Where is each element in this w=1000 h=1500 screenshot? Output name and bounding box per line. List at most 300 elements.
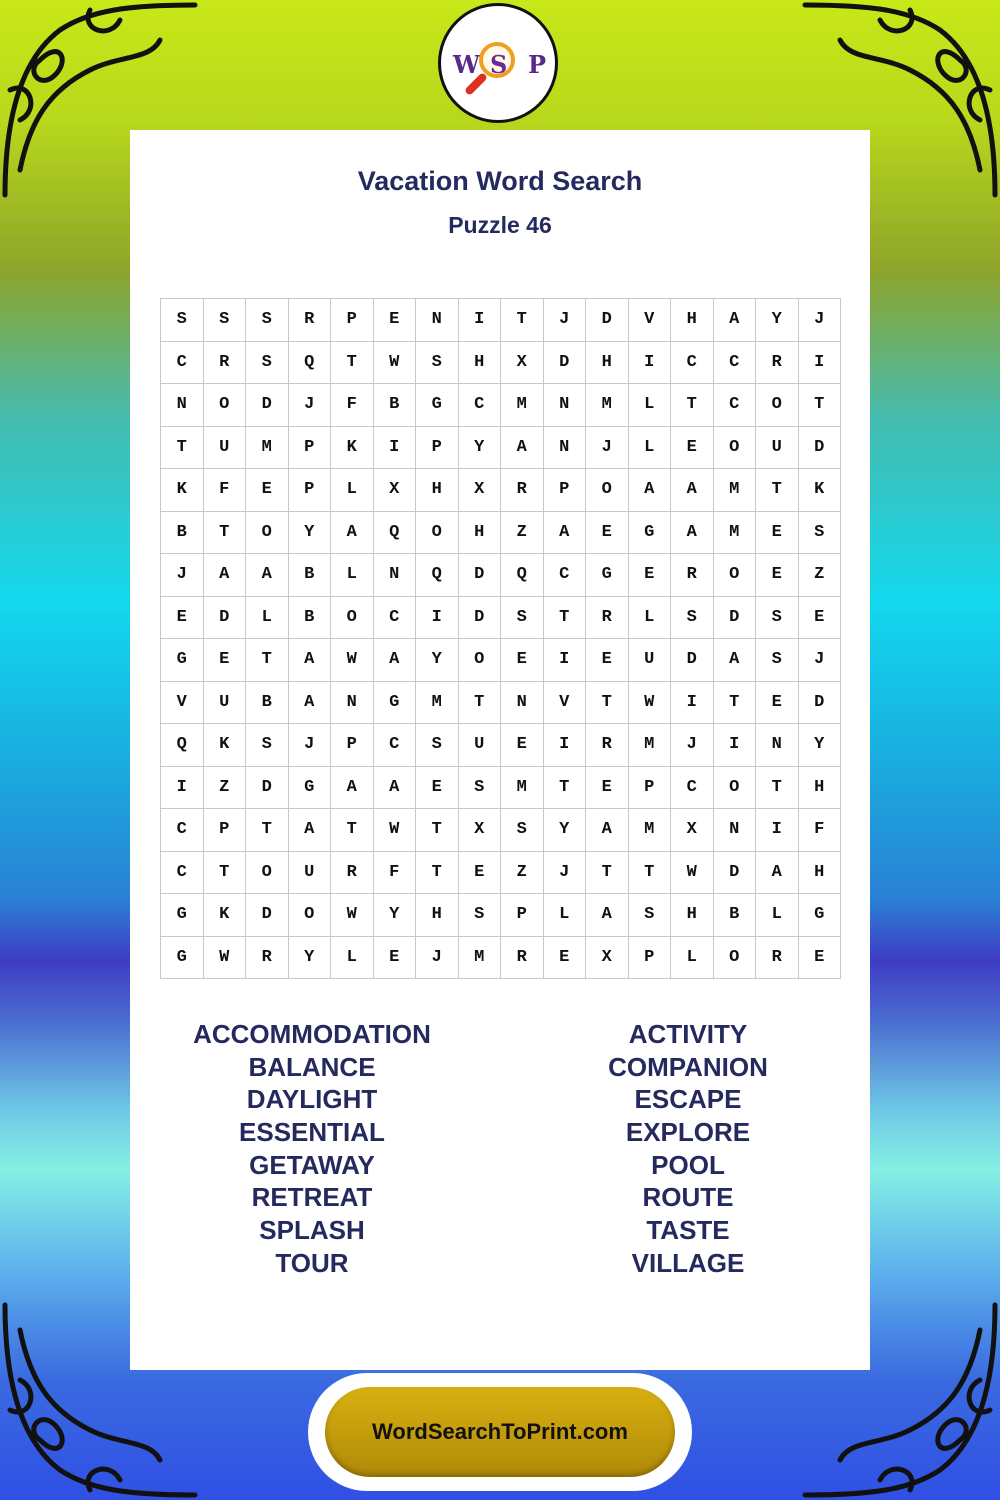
grid-cell[interactable]: Z [798,554,841,597]
grid-cell[interactable]: M [458,936,501,979]
page-title: Vacation Word Search [357,166,643,196]
grid-cell[interactable]: Y [756,299,799,342]
grid-cell[interactable]: L [331,936,374,979]
grid-cell[interactable]: O [458,639,501,682]
grid-cell[interactable]: W [628,681,671,724]
grid-cell[interactable]: H [671,299,714,342]
grid-cell[interactable]: I [671,681,714,724]
grid-cell[interactable]: W [203,936,246,979]
grid-cell[interactable]: O [331,596,374,639]
footer-pill [308,1373,692,1491]
grid-cell[interactable]: M [713,511,756,554]
website-link-button[interactable]: WordSearchToPrint.com [325,1387,675,1477]
grid-cell[interactable]: E [501,639,544,682]
grid-cell[interactable]: R [756,341,799,384]
grid-cell[interactable]: A [288,639,331,682]
grid-cell[interactable]: T [628,851,671,894]
grid-cell[interactable]: H [586,341,629,384]
grid-cell[interactable]: M [628,724,671,767]
grid-cell[interactable]: H [458,511,501,554]
grid-cell[interactable]: S [416,724,459,767]
grid-cell[interactable]: G [373,681,416,724]
word-list-item: DAYLIGHT [246,1084,378,1115]
grid-cell[interactable]: A [671,469,714,512]
grid-cell[interactable]: E [756,554,799,597]
grid-cell[interactable]: K [331,426,374,469]
grid-cell[interactable]: T [416,809,459,852]
grid-cell[interactable]: E [756,511,799,554]
grid-cell[interactable]: S [756,639,799,682]
grid-cell[interactable]: D [246,384,289,427]
grid-cell[interactable]: A [713,299,756,342]
grid-cell[interactable]: N [416,299,459,342]
grid-cell[interactable]: V [628,299,671,342]
grid-cell[interactable]: S [628,894,671,937]
grid-cell[interactable]: J [543,851,586,894]
word-list-item: RETREAT [251,1182,373,1213]
grid-cell[interactable]: M [501,766,544,809]
grid-cell[interactable]: R [288,299,331,342]
grid-cell[interactable]: E [798,596,841,639]
word-list-item: COMPANION [608,1051,768,1082]
grid-cell[interactable]: I [543,724,586,767]
grid-cell[interactable]: S [501,596,544,639]
grid-cell[interactable]: H [458,341,501,384]
grid-cell[interactable]: J [288,384,331,427]
word-list-item: TASTE [646,1215,730,1246]
grid-cell[interactable]: L [671,936,714,979]
grid-cell[interactable]: R [331,851,374,894]
grid-cell[interactable]: J [416,936,459,979]
grid-cell[interactable]: M [416,681,459,724]
grid-cell[interactable]: Q [501,554,544,597]
grid-cell[interactable]: T [246,809,289,852]
grid-row [161,426,841,469]
grid-cell[interactable]: V [543,681,586,724]
grid-cell[interactable]: A [373,766,416,809]
grid-cell[interactable]: O [713,426,756,469]
grid-cell[interactable]: I [458,299,501,342]
grid-row [161,554,841,597]
grid-cell[interactable]: T [713,681,756,724]
grid-cell[interactable]: P [628,936,671,979]
grid-cell[interactable]: T [501,299,544,342]
grid-cell[interactable]: U [628,639,671,682]
grid-row [161,766,841,809]
grid-cell[interactable]: T [331,341,374,384]
grid-cell[interactable]: O [288,894,331,937]
grid-cell[interactable]: Y [543,809,586,852]
grid-cell[interactable]: D [203,596,246,639]
grid-cell[interactable]: T [671,384,714,427]
grid-cell[interactable]: E [798,936,841,979]
grid-cell[interactable]: K [203,894,246,937]
grid-cell[interactable]: C [161,341,204,384]
grid-cell[interactable]: X [458,469,501,512]
grid-cell[interactable]: A [203,554,246,597]
grid-cell[interactable]: F [798,809,841,852]
grid-cell[interactable]: L [543,894,586,937]
grid-cell[interactable]: G [628,511,671,554]
grid-cell[interactable]: E [756,681,799,724]
grid-cell[interactable]: B [288,596,331,639]
grid-cell[interactable]: S [756,596,799,639]
grid-cell[interactable]: W [373,341,416,384]
grid-cell[interactable]: G [586,554,629,597]
grid-cell[interactable]: A [756,851,799,894]
grid-cell[interactable]: E [671,426,714,469]
grid-cell[interactable]: T [161,426,204,469]
grid-cell[interactable]: E [373,299,416,342]
grid-cell[interactable]: D [798,681,841,724]
grid-cell[interactable]: I [713,724,756,767]
grid-cell[interactable]: P [501,894,544,937]
grid-cell[interactable]: Q [288,341,331,384]
grid-cell[interactable]: K [203,724,246,767]
grid-row [161,724,841,767]
grid-cell[interactable]: T [586,681,629,724]
grid-cell[interactable]: S [798,511,841,554]
grid-cell[interactable]: V [161,681,204,724]
grid-cell[interactable]: N [331,681,374,724]
grid-cell[interactable]: W [331,894,374,937]
grid-cell[interactable]: U [756,426,799,469]
grid-cell[interactable]: T [203,851,246,894]
grid-cell[interactable]: G [288,766,331,809]
grid-cell[interactable]: L [628,384,671,427]
grid-cell[interactable]: R [501,469,544,512]
grid-row [161,894,841,937]
grid-cell[interactable]: M [246,426,289,469]
grid-cell[interactable]: T [586,851,629,894]
word-list-left [152,1018,472,1280]
grid-cell[interactable]: W [373,809,416,852]
grid-cell[interactable]: T [416,851,459,894]
grid-cell[interactable]: U [203,681,246,724]
grid-cell[interactable]: S [246,341,289,384]
logo-letter-w: W [453,50,480,79]
grid-cell[interactable]: J [798,299,841,342]
grid-row [161,809,841,852]
grid-row [161,936,841,979]
grid-row [161,639,841,682]
grid-cell[interactable]: Q [373,511,416,554]
grid-cell[interactable]: A [331,511,374,554]
grid-cell[interactable]: P [543,469,586,512]
grid-cell[interactable]: L [331,469,374,512]
grid-cell[interactable]: E [586,511,629,554]
grid-cell[interactable]: A [713,639,756,682]
grid-cell[interactable]: T [458,681,501,724]
grid-cell[interactable]: F [373,851,416,894]
grid-cell[interactable]: C [713,341,756,384]
grid-row [161,851,841,894]
grid-cell[interactable]: K [798,469,841,512]
grid-cell[interactable]: F [203,469,246,512]
grid-cell[interactable]: M [501,384,544,427]
grid-cell[interactable]: P [288,469,331,512]
grid-cell[interactable]: J [586,426,629,469]
grid-cell[interactable]: S [416,341,459,384]
grid-cell[interactable]: L [756,894,799,937]
grid-cell[interactable]: Y [798,724,841,767]
grid-cell[interactable]: E [416,766,459,809]
grid-cell[interactable]: T [756,469,799,512]
grid-cell[interactable]: M [586,384,629,427]
grid-cell[interactable]: C [161,851,204,894]
grid-cell[interactable]: S [246,724,289,767]
grid-cell[interactable]: X [458,809,501,852]
logo-letter-p: P [528,50,547,79]
grid-cell[interactable]: E [543,936,586,979]
grid-cell[interactable]: Z [501,511,544,554]
grid-cell[interactable]: J [288,724,331,767]
grid-cell[interactable]: A [288,809,331,852]
grid-cell[interactable]: I [543,639,586,682]
grid-cell[interactable]: O [586,469,629,512]
grid-cell[interactable]: S [671,596,714,639]
grid-cell[interactable]: R [586,596,629,639]
grid-cell[interactable]: E [501,724,544,767]
grid-cell[interactable]: Q [161,724,204,767]
grid-cell[interactable]: O [246,851,289,894]
grid-cell[interactable]: K [161,469,204,512]
grid-cell[interactable]: E [246,469,289,512]
grid-cell[interactable]: T [203,511,246,554]
puzzle-panel [130,130,870,1370]
grid-cell[interactable]: N [543,426,586,469]
grid-cell[interactable]: N [543,384,586,427]
grid-cell[interactable]: R [246,936,289,979]
grid-cell[interactable]: U [458,724,501,767]
grid-cell[interactable]: W [671,851,714,894]
grid-cell[interactable]: C [713,384,756,427]
word-list-right [528,1018,848,1280]
grid-cell[interactable]: B [288,554,331,597]
grid-cell[interactable]: N [713,809,756,852]
grid-cell[interactable]: Y [288,511,331,554]
grid-cell[interactable]: O [713,766,756,809]
grid-cell[interactable]: Q [416,554,459,597]
grid-cell[interactable]: W [331,639,374,682]
word-list-item: ESSENTIAL [239,1117,385,1148]
grid-cell[interactable]: O [203,384,246,427]
grid-cell[interactable]: J [671,724,714,767]
grid-cell[interactable]: C [671,766,714,809]
grid-cell[interactable]: E [586,766,629,809]
word-list-item: BALANCE [248,1051,376,1082]
grid-cell[interactable]: A [586,894,629,937]
grid-cell[interactable]: Z [203,766,246,809]
grid-row [161,469,841,512]
grid-cell[interactable]: I [161,766,204,809]
word-list-item: TOUR [275,1247,349,1278]
grid-cell[interactable]: O [756,384,799,427]
grid-cell[interactable]: M [628,809,671,852]
grid-cell[interactable]: R [756,936,799,979]
grid-cell[interactable]: T [543,596,586,639]
grid-cell[interactable]: D [246,766,289,809]
grid-cell[interactable]: E [203,639,246,682]
grid-cell[interactable]: L [246,596,289,639]
wsp-logo[interactable] [438,3,558,123]
grid-cell[interactable]: E [373,936,416,979]
grid-cell[interactable]: B [373,384,416,427]
grid-cell[interactable]: S [501,809,544,852]
grid-cell[interactable]: B [246,681,289,724]
grid-cell[interactable]: L [628,596,671,639]
grid-cell[interactable]: T [331,809,374,852]
grid-cell[interactable]: A [671,511,714,554]
grid-cell[interactable]: A [331,766,374,809]
grid-cell[interactable]: C [671,341,714,384]
grid-cell[interactable]: U [288,851,331,894]
grid-cell[interactable]: S [203,299,246,342]
word-list-item: ACTIVITY [628,1019,748,1049]
grid-cell[interactable]: J [543,299,586,342]
word-search-grid[interactable] [160,298,841,979]
grid-cell[interactable]: U [203,426,246,469]
grid-cell[interactable]: D [246,894,289,937]
grid-cell[interactable]: G [161,936,204,979]
grid-cell[interactable]: D [798,426,841,469]
grid-cell[interactable]: C [373,724,416,767]
grid-cell[interactable]: Z [501,851,544,894]
grid-cell[interactable]: G [416,384,459,427]
word-list-item: ROUTE [642,1182,734,1213]
grid-cell[interactable]: N [756,724,799,767]
grid-cell[interactable]: G [161,894,204,937]
grid-cell[interactable]: X [671,809,714,852]
grid-cell[interactable]: S [458,766,501,809]
grid-cell[interactable]: M [713,469,756,512]
grid-cell[interactable]: D [713,596,756,639]
grid-cell[interactable]: B [713,894,756,937]
grid-cell[interactable]: N [373,554,416,597]
grid-cell[interactable]: A [246,554,289,597]
grid-cell[interactable]: S [161,299,204,342]
grid-cell[interactable]: C [161,809,204,852]
grid-cell[interactable]: I [756,809,799,852]
grid-cell[interactable]: X [586,936,629,979]
grid-cell[interactable]: R [501,936,544,979]
grid-cell[interactable]: A [288,681,331,724]
grid-cell[interactable]: A [373,639,416,682]
grid-cell[interactable]: T [543,766,586,809]
grid-cell[interactable]: D [713,851,756,894]
grid-cell[interactable]: P [416,426,459,469]
word-list-item: ACCOMMODATION [193,1019,431,1049]
grid-cell[interactable]: Y [416,639,459,682]
grid-cell[interactable]: P [288,426,331,469]
grid-cell[interactable]: D [458,554,501,597]
grid-cell[interactable]: R [203,341,246,384]
grid-cell[interactable]: L [628,426,671,469]
grid-cell[interactable]: A [586,809,629,852]
grid-cell[interactable]: O [246,511,289,554]
grid-row [161,596,841,639]
grid-cell[interactable]: H [798,851,841,894]
word-list-item: EXPLORE [625,1117,751,1148]
grid-cell[interactable]: I [628,341,671,384]
grid-cell[interactable]: X [501,341,544,384]
grid-cell[interactable]: I [798,341,841,384]
logo-letter-s: S [490,50,508,79]
word-list-item: VILLAGE [631,1247,745,1278]
grid-row [161,384,841,427]
grid-cell[interactable]: G [798,894,841,937]
grid-row [161,299,841,342]
grid-cell[interactable]: G [161,639,204,682]
grid-cell[interactable]: E [628,554,671,597]
grid-cell[interactable]: Y [373,894,416,937]
grid-cell[interactable]: C [373,596,416,639]
grid-cell[interactable]: H [671,894,714,937]
grid-cell[interactable]: A [543,511,586,554]
grid-cell[interactable]: E [586,639,629,682]
grid-row [161,681,841,724]
grid-cell[interactable]: F [331,384,374,427]
grid-cell[interactable]: P [203,809,246,852]
grid-cell[interactable]: J [161,554,204,597]
grid-cell[interactable]: Y [458,426,501,469]
grid-cell[interactable]: T [798,384,841,427]
grid-cell[interactable]: D [586,299,629,342]
grid-cell[interactable]: I [373,426,416,469]
grid-cell[interactable]: I [416,596,459,639]
grid-cell[interactable]: L [331,554,374,597]
grid-cell[interactable]: D [671,639,714,682]
grid-cell[interactable]: E [458,851,501,894]
grid-cell[interactable]: O [416,511,459,554]
grid-cell[interactable]: H [416,469,459,512]
grid-cell[interactable]: T [246,639,289,682]
grid-cell[interactable]: A [628,469,671,512]
grid-cell[interactable]: P [331,299,374,342]
grid-cell[interactable]: R [586,724,629,767]
grid-cell[interactable]: T [756,766,799,809]
word-list-item: POOL [651,1149,725,1180]
grid-cell[interactable]: J [798,639,841,682]
grid-row [161,341,841,384]
word-list-item: ESCAPE [634,1084,742,1115]
grid-cell[interactable]: H [798,766,841,809]
grid-cell[interactable]: D [458,596,501,639]
grid-cell[interactable]: D [543,341,586,384]
word-list-item: GETAWAY [249,1149,375,1180]
grid-cell[interactable]: A [501,426,544,469]
grid-cell[interactable]: X [373,469,416,512]
grid-cell[interactable]: O [713,554,756,597]
grid-cell[interactable]: O [713,936,756,979]
grid-cell[interactable]: B [161,511,204,554]
grid-cell[interactable]: E [161,596,204,639]
grid-cell[interactable]: P [331,724,374,767]
grid-cell[interactable]: P [628,766,671,809]
word-list-item: SPLASH [259,1215,365,1246]
grid-cell[interactable]: S [246,299,289,342]
grid-row [161,511,841,554]
grid-cell[interactable]: N [501,681,544,724]
grid-cell[interactable]: C [458,384,501,427]
puzzle-number: Puzzle 46 [448,212,552,238]
grid-cell[interactable]: C [543,554,586,597]
grid-cell[interactable]: N [161,384,204,427]
grid-cell[interactable]: H [416,894,459,937]
grid-cell[interactable]: Y [288,936,331,979]
grid-cell[interactable]: R [671,554,714,597]
grid-cell[interactable]: S [458,894,501,937]
